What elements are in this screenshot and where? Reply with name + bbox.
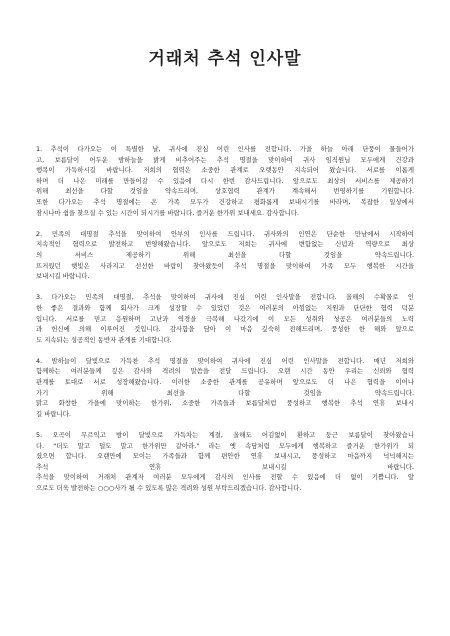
text-line: 추석 연휴 보내시길 바랍니다.	[36, 462, 414, 471]
text-line: 셨으면 합니다. 오랜만에 모이는 가족들과 함께 편안한 연휴 보내시고, 풍성하고 마음까지 넉넉해지는	[36, 452, 414, 461]
text-line: 과 헌신에 의해 이루어진 것입니다. 감사함을 담아 이 마음 깊숙히 전해드리며, 풍성한 한 해와 앞으로	[36, 325, 414, 334]
text-line: 고, 보름달이 어두운 밤하늘을 밝게 비추어주는 추석 명절을 맞이하여 귀사 임직원님 모두에게 건강과	[36, 155, 414, 164]
text-line: 추석을 맞이하여 거래처 관계자 여러분 모두에게 감사의 인사를 전할 수 있음에 더 없이 기쁩니다. 앞	[36, 473, 414, 482]
text-line: 의 서비스 제공하기 위해 최선을 다할 것임을 약속드립니다.	[36, 250, 414, 259]
text-line: 가기 위해 최선을 다할 것임을 약속드립니다.	[36, 388, 414, 397]
document-body	[36, 144, 414, 504]
text-line: 하며 더 나은 미래를 만들어갈 수 있음에 다시 한번 감사드립니다. 앞으로도 최상의 서비스를 제공하기	[36, 176, 414, 185]
text-line: 1. 추석이 다가오는 이 특별한 날, 귀사에 진심 어린 인사를 전합니다. 가을 하늘 아래 단풍이 물들어가	[36, 145, 414, 153]
text-line: 으로도 더욱 발전하는 ○○○사가 될 수 있도록 많은 격려와 성원 부탁드리겠습니다. 감사합니다.	[36, 484, 302, 492]
text-line: 잠시나마 쉼을 찾으실 수 있는 시간이 되시기를 바랍니다. 즐거운 한가위 보내세요. 감사합니다.	[36, 208, 300, 217]
document-title: 거래처 추석 인사말	[148, 49, 302, 69]
text-line: 또한 다가오는 추석 명절에는 온 가족 모두가 건강하고 평화롭게 보내시기를 바라며, 복잡한 일상에서	[36, 197, 414, 206]
text-line: 행복이 가득하시길 바랍니다. 저희의 협력은 소중한 관계로 오랫동안 지속되어 왔습니다. 서로를 이롭게	[36, 166, 414, 175]
text-line: 한 좋은 결과와 함께 회사가 크게 성장할 수 있었던 것은 여러분의 아낌없는 지원과 단단한 협력 덕분	[36, 303, 414, 312]
text-line: 맑고 화창한 가을에 맞이하는 한가위, 소중한 가족들과 보름달처럼 풍성하고 행복한 추석 연휴 보내시	[36, 399, 414, 408]
text-line: 2. 민족의 대명절 추석을 맞이하여 안부의 인사를 드립니다. 귀사와의 인연은 단순한 만남에서 시작하여	[36, 229, 414, 238]
greeting-section-4	[36, 356, 414, 420]
text-line: 함께하는 여러분들께 깊은 감사와 격려의 말씀을 전달 드립니다. 오랜 시간 동안 우리는 신뢰와 협력	[36, 367, 414, 376]
text-line: 다. "더도 말고 덜도 말고 한가위만 같아라." 라는 옛 속담처럼 모두에게 행복하고 즐거운 한가위가 되	[36, 441, 414, 450]
text-line: 입니다. 서로를 믿고 응원하며 고난과 역경을 극복해 나갔기에 이 모든 성취와 성공은 여러분들의 노력	[36, 314, 414, 323]
text-line: 뜨거웠던 햇빛은 사라지고 선선한 바람이 찾아왔듯이 추석 명절을 맞이하여 가족 모두 행복한 시간을	[36, 261, 414, 270]
greeting-section-2	[36, 229, 414, 282]
text-line: 4. 밤하늘이 달빛으로 가득찬 추석 명절을 맞이하여 귀사에 진심 어린 인사말을 전합니다. 매년 저희와	[36, 356, 414, 365]
text-line: 도 지속되는 성공적인 동반자 관계를 기대합니다.	[36, 335, 172, 344]
greeting-section-3	[36, 292, 414, 345]
text-line: 보내시길 바랍니다.	[36, 272, 90, 281]
text-line: 3. 다가오는 민족의 대명절, 추석을 맞이하여 귀사에 진심 어린 인사말을 전합니다. 올해의 수확물로 인	[36, 293, 414, 302]
greeting-section-1	[36, 144, 414, 218]
text-line: 위해 최선을 다할 것임을 약속드리며, 상호협력 관계가 계속해서 번영하기를 기원합니다.	[36, 187, 414, 196]
text-line: 관계를 토대로 서로 성장해왔습니다. 이러한 소중한 관계를 공유하며 앞으로도 더 나은 협력을 이어나	[36, 378, 414, 387]
text-line: 지속적인 협력으로 발전하고 번영해왔습니다. 앞으로도 저희는 귀사에 변함없는 신념과 역량으로 최상	[36, 240, 414, 249]
greeting-section-5	[36, 430, 414, 494]
text-line: 5. 오곡이 무르익고 밤이 달빛으로 가득차는 계절, 올해도 어김없이 환하고 둥근 보름달이 찾아왔습니	[36, 431, 414, 440]
text-line: 길 바랍니다.	[36, 409, 71, 418]
